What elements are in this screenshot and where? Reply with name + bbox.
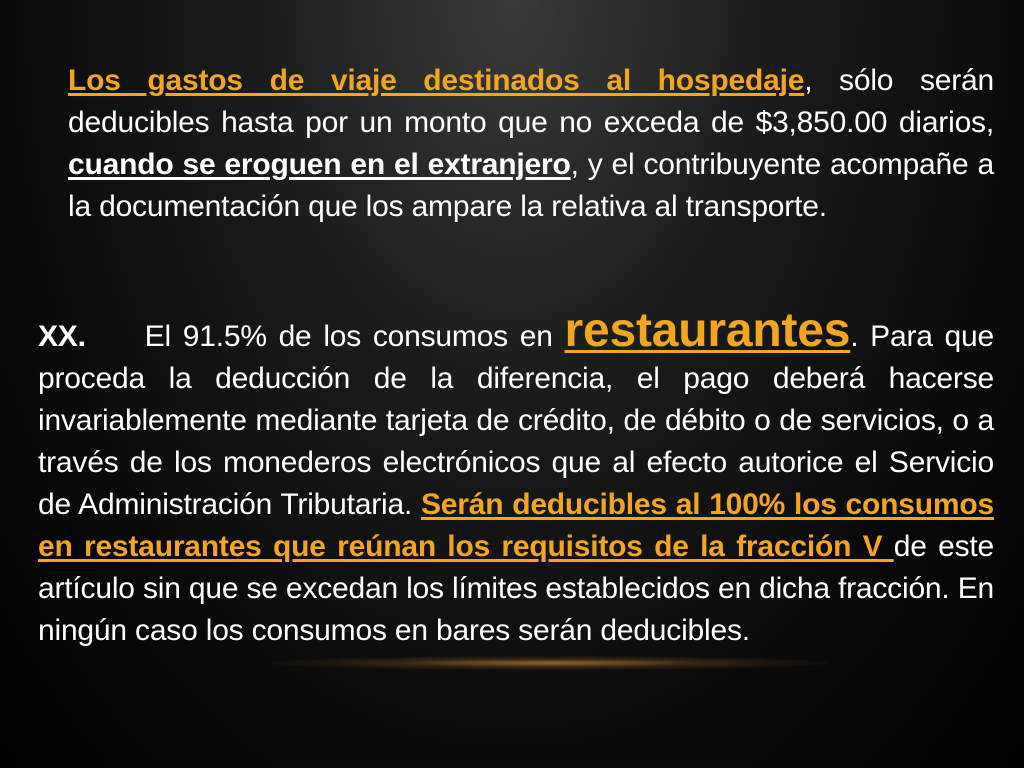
text-hospedaje-2: , y el contribuyente acompañe a la documentación que los ampare la relativa al transporte. [68, 148, 994, 223]
text-restaurantes-3: de este artículo sin que se excedan los límites establecidos en dicha fracción. En ningún caso los consumos en bares serán deducibles. [38, 530, 994, 647]
highlight-deducibles-100: Serán deducibles al 100% los consumos en restaurantes que reúnan los requisitos de la fracción V [38, 488, 994, 563]
fraction-label: XX. [38, 320, 86, 353]
text-restaurantes-1: El 91.5% de los consumos en [144, 320, 565, 353]
keyword-restaurantes: restaurantes [564, 304, 851, 357]
decorative-glow-line [270, 656, 830, 670]
underline-extranjero: cuando se eroguen en el extranjero [68, 148, 571, 181]
text-restaurantes-2: . Para que proceda la deducción de la diferencia, el pago deberá hacerse invariablemente mediante tarjeta de crédito, de débito o de servicios, o a través de los monederos electrónicos que al efecto autorice el Servicio de Administración Tributaria. [38, 320, 994, 521]
paragraph-restaurantes [38, 304, 994, 652]
label-spacer [86, 320, 145, 353]
text-hospedaje-1: , sólo serán deducibles hasta por un monto que no exceda de $3,850.00 diarios, [68, 64, 994, 139]
highlight-hospedaje: Los gastos de viaje destinados al hospedaje [68, 64, 805, 97]
paragraph-hospedaje [68, 60, 994, 228]
